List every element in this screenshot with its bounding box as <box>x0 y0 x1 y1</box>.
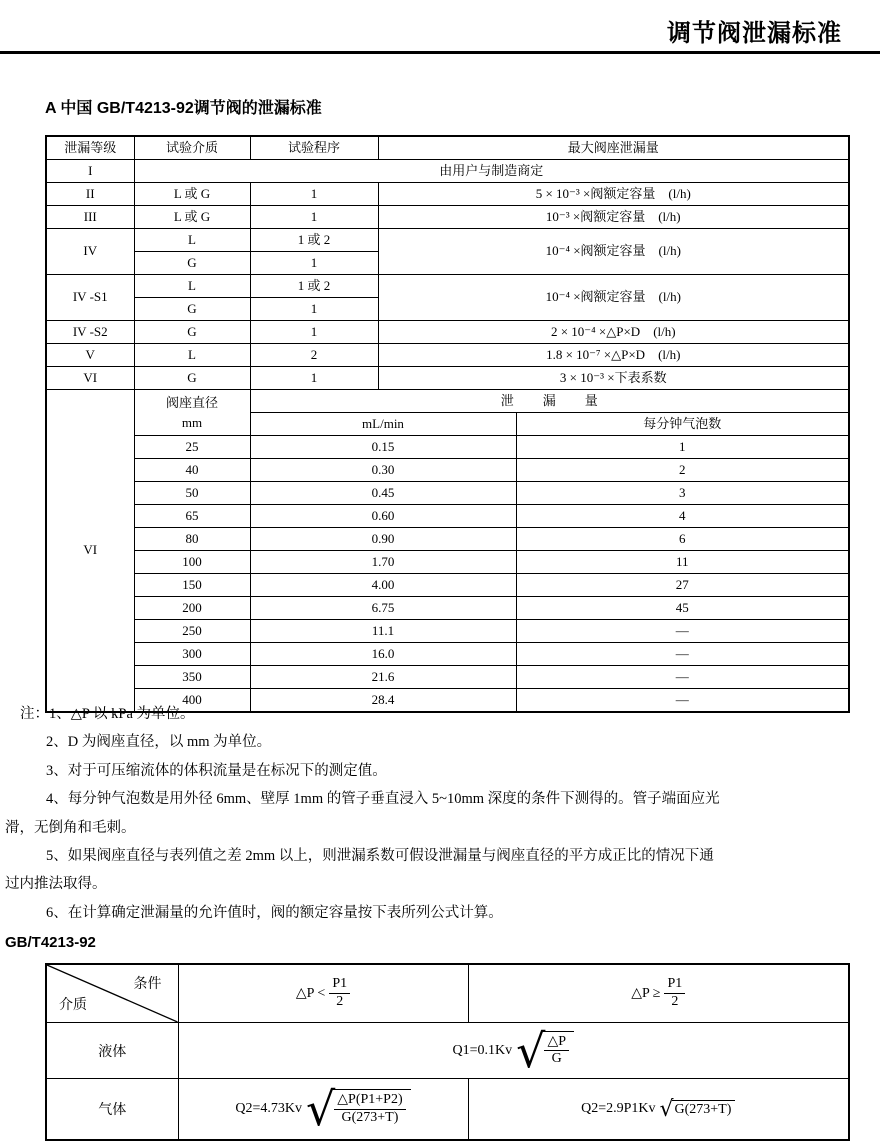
procedure-cell: 1 <box>250 367 378 390</box>
leakage-cell: 2 × 10⁻⁴ ×△P×D (l/h) <box>378 321 849 344</box>
grade-cell: I <box>46 160 134 183</box>
corner-medium-label: 介质 <box>59 998 87 1013</box>
condition-high-cell <box>468 964 849 1023</box>
note-line: 注：1、△P 以 kPa 为单位。 <box>20 706 195 722</box>
bubbles-cell: — <box>516 689 849 713</box>
diameter-cell: 100 <box>134 551 250 574</box>
liquid-label-cell: 液体 <box>46 1023 178 1079</box>
gas-high-formula <box>581 1096 735 1122</box>
grade-row-vi <box>46 367 849 390</box>
grade-cell: VI <box>46 367 134 390</box>
radical-sign: √ <box>305 1082 336 1136</box>
sub-row <box>46 643 849 666</box>
medium-cell: L <box>134 229 250 252</box>
leakage-cell: 10⁻⁴ ×阀额定容量 (l/h) <box>378 229 849 275</box>
radicand <box>331 1089 410 1127</box>
ml-cell: 6.75 <box>250 597 516 620</box>
fraction-numerator: P1 <box>329 976 350 994</box>
gas-low-formula <box>235 1082 410 1136</box>
gas-label-cell: 气体 <box>46 1079 178 1141</box>
condition-high-lhs: △P ≥ <box>631 986 661 1001</box>
sub-row <box>46 459 849 482</box>
condition-low-cell <box>178 964 468 1023</box>
medium-cell: L 或 G <box>134 183 250 206</box>
fraction <box>329 976 350 1011</box>
bubbles-cell: 45 <box>516 597 849 620</box>
grade-row-iv-a <box>46 229 849 252</box>
sub-row <box>46 574 849 597</box>
fraction-denominator: G <box>551 1051 562 1067</box>
note-line: 3、对于可压缩流体的体积流量是在标况下的测定值。 <box>46 762 387 779</box>
header-divider-rule <box>0 51 880 54</box>
sub-header-row-1 <box>46 390 849 413</box>
header-max-leakage: 最大阀座泄漏量 <box>378 136 849 160</box>
sub-row <box>46 620 849 643</box>
bubbles-cell: 27 <box>516 574 849 597</box>
procedure-cell: 1 或 2 <box>250 229 378 252</box>
bubbles-cell: 6 <box>516 528 849 551</box>
grade-cell-vi-span: VI <box>46 390 134 713</box>
square-root <box>659 1096 735 1122</box>
liquid-row <box>46 1023 849 1079</box>
gas-high-formula-lhs: Q2=2.9P1Kv <box>581 1101 656 1116</box>
square-root <box>516 1023 574 1078</box>
gas-row <box>46 1079 849 1141</box>
ml-cell: 0.60 <box>250 505 516 528</box>
diameter-cell: 40 <box>134 459 250 482</box>
diameter-header-line2: mm <box>181 414 203 430</box>
fraction <box>334 1092 405 1127</box>
medium-cell: L <box>134 275 250 298</box>
corner-condition-label: 条件 <box>133 977 162 992</box>
note-line: 滑，无倒角和毛刺。 <box>5 819 136 836</box>
medium-cell: L <box>134 344 250 367</box>
header-procedure: 试验程序 <box>250 136 378 160</box>
diameter-cell: 25 <box>134 436 250 459</box>
diameter-cell: 250 <box>134 620 250 643</box>
procedure-cell: 1 <box>250 252 378 275</box>
fraction <box>544 1034 569 1069</box>
fraction-numerator: △P(P1+P2) <box>334 1092 405 1110</box>
grade-cell: V <box>46 344 134 367</box>
procedure-cell: 1 <box>250 183 378 206</box>
leakage-cell: 3 × 10⁻³ ×下表系数 <box>378 367 849 390</box>
liquid-formula <box>452 1023 575 1078</box>
square-root <box>305 1082 411 1136</box>
grade-cell: II <box>46 183 134 206</box>
ml-cell: 4.00 <box>250 574 516 597</box>
gas-low-formula-cell <box>178 1079 468 1141</box>
leakage-cell: 1.8 × 10⁻⁷ ×△P×D (l/h) <box>378 344 849 367</box>
leakage-grade-table <box>45 135 850 713</box>
note-line: 过内推法取得。 <box>5 876 107 893</box>
leakage-cell: 10⁻³ ×阀额定容量 (l/h) <box>378 206 849 229</box>
note-line: 5、如果阀座直径与表列值之差 2mm 以上，则泄漏系数可假设泄漏量与阀座直径的平方成正比的情况下通 <box>46 847 714 864</box>
formula-header-row <box>46 964 849 1023</box>
bubbles-cell: 3 <box>516 482 849 505</box>
fraction-denominator: 2 <box>671 994 679 1009</box>
fraction-numerator: △P <box>544 1034 569 1052</box>
medium-cell: G <box>134 252 250 275</box>
sub-row <box>46 528 849 551</box>
ml-cell: 21.6 <box>250 666 516 689</box>
leakage-cell: 10⁻⁴ ×阀额定容量 (l/h) <box>378 275 849 321</box>
sub-row <box>46 551 849 574</box>
gas-low-formula-lhs: Q2=4.73Kv <box>235 1101 302 1116</box>
grade-cell: IV -S2 <box>46 321 134 344</box>
liquid-formula-cell <box>178 1023 849 1079</box>
sub-row <box>46 505 849 528</box>
ml-cell: 0.30 <box>250 459 516 482</box>
gb-standard-label: GB/T4213-92 <box>5 934 96 952</box>
grade-row-v <box>46 344 849 367</box>
fraction-numerator: P1 <box>664 976 685 994</box>
grade-row-ii <box>46 183 849 206</box>
diameter-cell: 200 <box>134 597 250 620</box>
diameter-header-cell <box>134 390 250 436</box>
sub-row <box>46 597 849 620</box>
diameter-cell: 400 <box>134 689 250 713</box>
condition-low-formula <box>296 976 350 1011</box>
ml-cell: 0.15 <box>250 436 516 459</box>
procedure-cell: 2 <box>250 344 378 367</box>
ml-cell: 11.1 <box>250 620 516 643</box>
grade-row-iv-s2 <box>46 321 849 344</box>
sub-row <box>46 482 849 505</box>
sub-row <box>46 436 849 459</box>
radicand: G(273+T) <box>672 1100 736 1118</box>
ml-cell: 16.0 <box>250 643 516 666</box>
fraction-denominator: G(273+T) <box>341 1109 399 1125</box>
header-medium: 试验介质 <box>134 136 250 160</box>
ml-cell: 0.45 <box>250 482 516 505</box>
diameter-header-line1: 阀座直径 <box>165 394 218 410</box>
bubbles-cell: — <box>516 620 849 643</box>
diameter-cell: 50 <box>134 482 250 505</box>
diameter-cell: 350 <box>134 666 250 689</box>
note-line: 4、每分钟气泡数是用外径 6mm、壁厚 1mm 的管子垂直浸入 5~10mm 深度的条件下测得的。管子端面应光 <box>46 791 720 808</box>
diagonal-corner-cell <box>46 964 178 1023</box>
bubbles-header: 每分钟气泡数 <box>516 413 849 436</box>
medium-cell: G <box>134 367 250 390</box>
fraction <box>664 976 685 1011</box>
leakage-amount-header: 泄 漏 量 <box>250 390 849 413</box>
sub-row <box>46 666 849 689</box>
grade-cell: III <box>46 206 134 229</box>
bubbles-cell: 4 <box>516 505 849 528</box>
diameter-cell: 65 <box>134 505 250 528</box>
bubbles-cell: — <box>516 666 849 689</box>
grade-cell: IV <box>46 229 134 275</box>
procedure-cell: 1 <box>250 321 378 344</box>
bubbles-cell: 11 <box>516 551 849 574</box>
ml-cell: 1.70 <box>250 551 516 574</box>
ml-cell: 0.90 <box>250 528 516 551</box>
radical-sign: √ <box>659 1096 674 1122</box>
ml-cell: 28.4 <box>250 689 516 713</box>
bubbles-cell: 1 <box>516 436 849 459</box>
condition-high-formula <box>631 976 685 1011</box>
section-heading: A 中国 GB/T4213-92调节阀的泄漏标准 <box>45 100 322 117</box>
doc-header-title: 调节阀泄漏标准 <box>667 20 842 47</box>
radical-sign: √ <box>516 1023 546 1078</box>
grade-row-i <box>46 160 849 183</box>
bubbles-cell: — <box>516 643 849 666</box>
medium-cell: L 或 G <box>134 206 250 229</box>
procedure-cell: 1 <box>250 298 378 321</box>
rated-capacity-formula-table <box>45 963 850 1141</box>
gas-high-formula-cell <box>468 1079 849 1141</box>
leakage-cell: 由用户与制造商定 <box>134 160 849 183</box>
medium-cell: G <box>134 321 250 344</box>
note-line: 2、D 为阀座直径，以 mm 为单位。 <box>46 734 272 751</box>
grade-row-iii <box>46 206 849 229</box>
grade-cell: IV -S1 <box>46 275 134 321</box>
diameter-cell: 80 <box>134 528 250 551</box>
header-row <box>46 136 849 160</box>
fraction-denominator: 2 <box>336 994 344 1009</box>
condition-low-lhs: △P < <box>295 986 326 1001</box>
bubbles-cell: 2 <box>516 459 849 482</box>
procedure-cell: 1 或 2 <box>250 275 378 298</box>
diameter-cell: 300 <box>134 643 250 666</box>
header-grade: 泄漏等级 <box>46 136 134 160</box>
diameter-cell: 150 <box>134 574 250 597</box>
procedure-cell: 1 <box>250 206 378 229</box>
liquid-formula-lhs: Q1=0.1Kv <box>452 1042 513 1058</box>
radicand <box>541 1031 574 1069</box>
note-line: 6、在计算确定泄漏量的允许值时，阀的额定容量按下表所列公式计算。 <box>46 904 503 921</box>
ml-min-header: mL/min <box>250 413 516 436</box>
medium-cell: G <box>134 298 250 321</box>
leakage-cell: 5 × 10⁻³ ×阀额定容量 (l/h) <box>378 183 849 206</box>
notes-block <box>0 700 880 956</box>
grade-row-iv-s1-a <box>46 275 849 298</box>
